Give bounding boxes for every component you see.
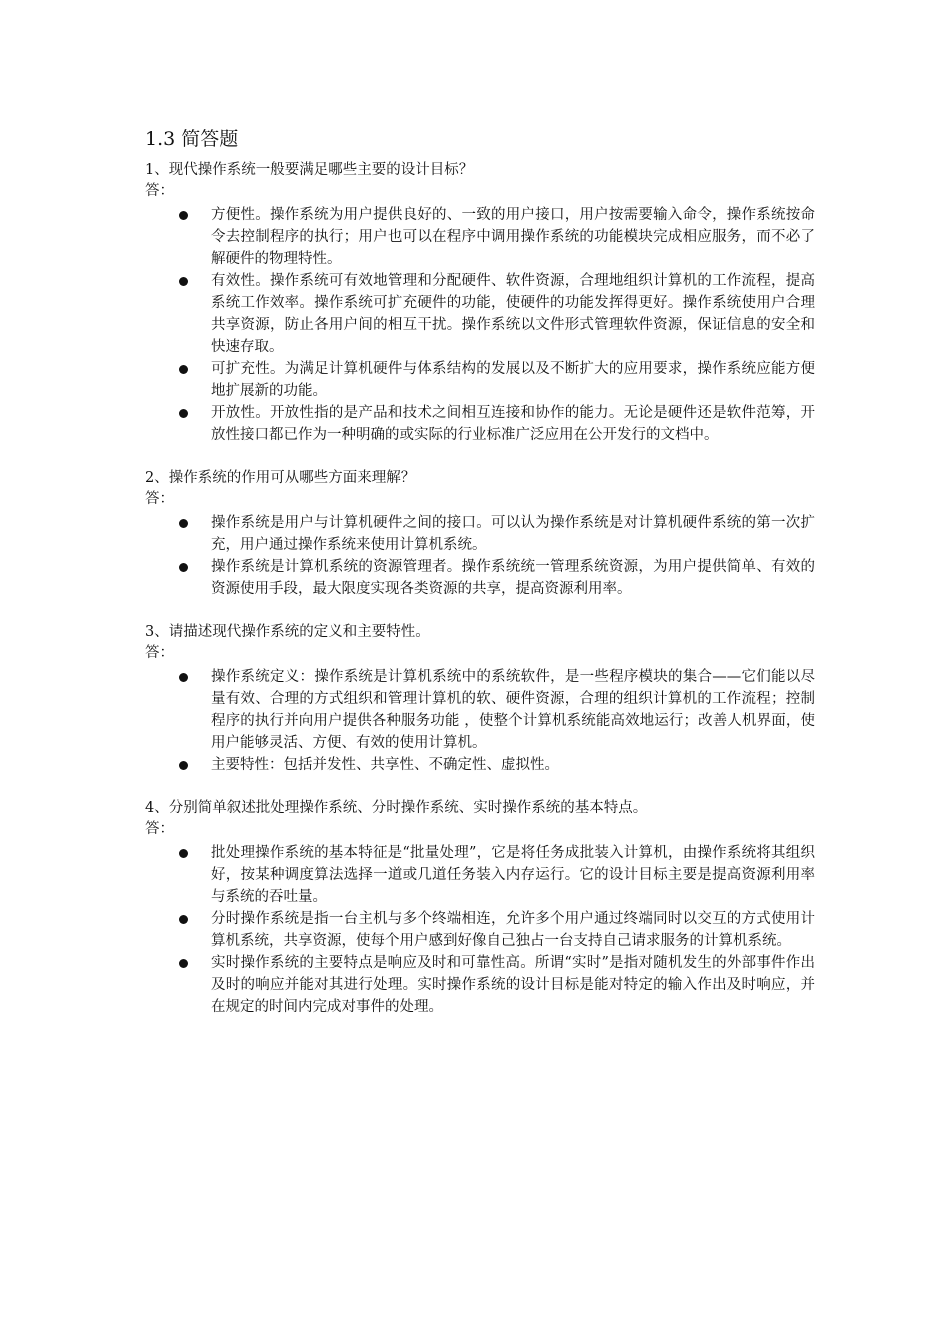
answer-item — [145, 270, 835, 358]
answer-item-text: 操作系统是计算机系统的资源管理者。操作系统统一管理系统资源，为用户提供简单、有效的资源使用手段，最大限度实现各类资源的共享，提高资源利用率。 — [211, 559, 815, 597]
answer-item-text: 操作系统定义：操作系统是计算机系统中的系统软件，是一些程序模块的集合——它们能以尽量有效、合理的方式组织和管理计算机的软、硬件资源，合理的组织计算机的工作流程；控制程序的执行并向用户提供各种服务功能 ，使整个计算机系统能高效地运行；改善人机界面，使用户能够灵活、方便、有效的使用计算机。 — [211, 669, 815, 751]
bullet-dot-icon — [179, 409, 188, 418]
bullet-dot-icon — [179, 211, 188, 220]
answer-item-text: 操作系统是用户与计算机硬件之间的接口。可以认为操作系统是对计算机硬件系统的第一次扩充，用户通过操作系统来使用计算机系统。 — [211, 515, 815, 553]
answer-item-text: 批处理操作系统的基本特征是“批量处理”，它是将任务成批装入计算机，由操作系统将其组织好，按某种调度算法选择一道或几道任务装入内存运行。它的设计目标主要是提高资源利用率与系统的吞吐量。 — [211, 845, 815, 905]
answer-item-text: 实时操作系统的主要特点是响应及时和可靠性高。所谓“实时”是指对随机发生的外部事件作出及时的响应并能对其进行处理。实时操作系统的设计目标是能对特定的输入作出及时响应，并在规定的时间内完成对事件的处理。 — [211, 955, 815, 1015]
question-block — [145, 468, 835, 600]
answer-label: 答： — [145, 821, 174, 837]
bullet-dot-icon — [179, 673, 188, 682]
answer-item — [145, 402, 835, 446]
answer-list — [145, 204, 835, 446]
answer-list — [145, 666, 835, 776]
answer-item — [145, 666, 835, 754]
bullet-dot-icon — [179, 915, 188, 924]
answer-item — [145, 754, 835, 776]
answer-item-text: 有效性。操作系统可有效地管理和分配硬件、软件资源，合理地组织计算机的工作流程，提高系统工作效率。操作系统可扩充硬件的功能，使硬件的功能发挥得更好。操作系统使用户合理共享资源，防止各用户间的相互干扰。操作系统以文件形式管理软件资源，保证信息的安全和快速存取。 — [211, 273, 815, 355]
bullet-dot-icon — [179, 277, 188, 286]
answer-label: 答： — [145, 183, 174, 199]
question-block — [145, 160, 835, 446]
answer-item-text: 可扩充性。为满足计算机硬件与体系结构的发展以及不断扩大的应用要求，操作系统应能方便地扩展新的功能。 — [211, 361, 815, 399]
answer-item — [145, 358, 835, 402]
bullet-dot-icon — [179, 563, 188, 572]
answer-item-text: 主要特性：包括并发性、共享性、不确定性、虚拟性。 — [211, 757, 559, 773]
answer-item — [145, 556, 835, 600]
answer-item-text: 方便性。操作系统为用户提供良好的、一致的用户接口，用户按需要输入命令，操作系统按命令去控制程序的执行；用户也可以在程序中调用操作系统的功能模块完成相应服务，而不必了解硬件的物理特性。 — [211, 207, 815, 267]
answer-item — [145, 204, 835, 270]
section-title: 1.3 简答题 — [145, 128, 239, 150]
answer-item — [145, 908, 835, 952]
bullet-dot-icon — [179, 761, 188, 770]
answer-item — [145, 952, 835, 1018]
answer-item — [145, 512, 835, 556]
bullet-dot-icon — [179, 519, 188, 528]
answer-item-text: 分时操作系统是指一台主机与多个终端相连，允许多个用户通过终端同时以交互的方式使用计算机系统，共享资源，使每个用户感到好像自己独占一台支持自己请求服务的计算机系统。 — [211, 911, 815, 949]
answer-list — [145, 512, 835, 600]
bullet-dot-icon — [179, 365, 188, 374]
document-content — [145, 124, 835, 1018]
answer-item-text: 开放性。开放性指的是产品和技术之间相互连接和协作的能力。无论是硬件还是软件范筹，开放性接口都已作为一种明确的或实际的行业标准广泛应用在公开发行的文档中。 — [211, 405, 815, 443]
answer-item — [145, 842, 835, 908]
question-text: 1、现代操作系统一般要满足哪些主要的设计目标？ — [145, 162, 474, 178]
question-text: 4、分别简单叙述批处理操作系统、分时操作系统、实时操作系统的基本特点。 — [145, 800, 648, 816]
bullet-dot-icon — [179, 849, 188, 858]
answer-label: 答： — [145, 645, 174, 661]
question-text: 3、请描述现代操作系统的定义和主要特性。 — [145, 624, 430, 640]
question-text: 2、操作系统的作用可从哪些方面来理解？ — [145, 470, 416, 486]
question-block — [145, 622, 835, 776]
answer-label: 答： — [145, 491, 174, 507]
answer-list — [145, 842, 835, 1018]
bullet-dot-icon — [179, 959, 188, 968]
question-block — [145, 798, 835, 1018]
